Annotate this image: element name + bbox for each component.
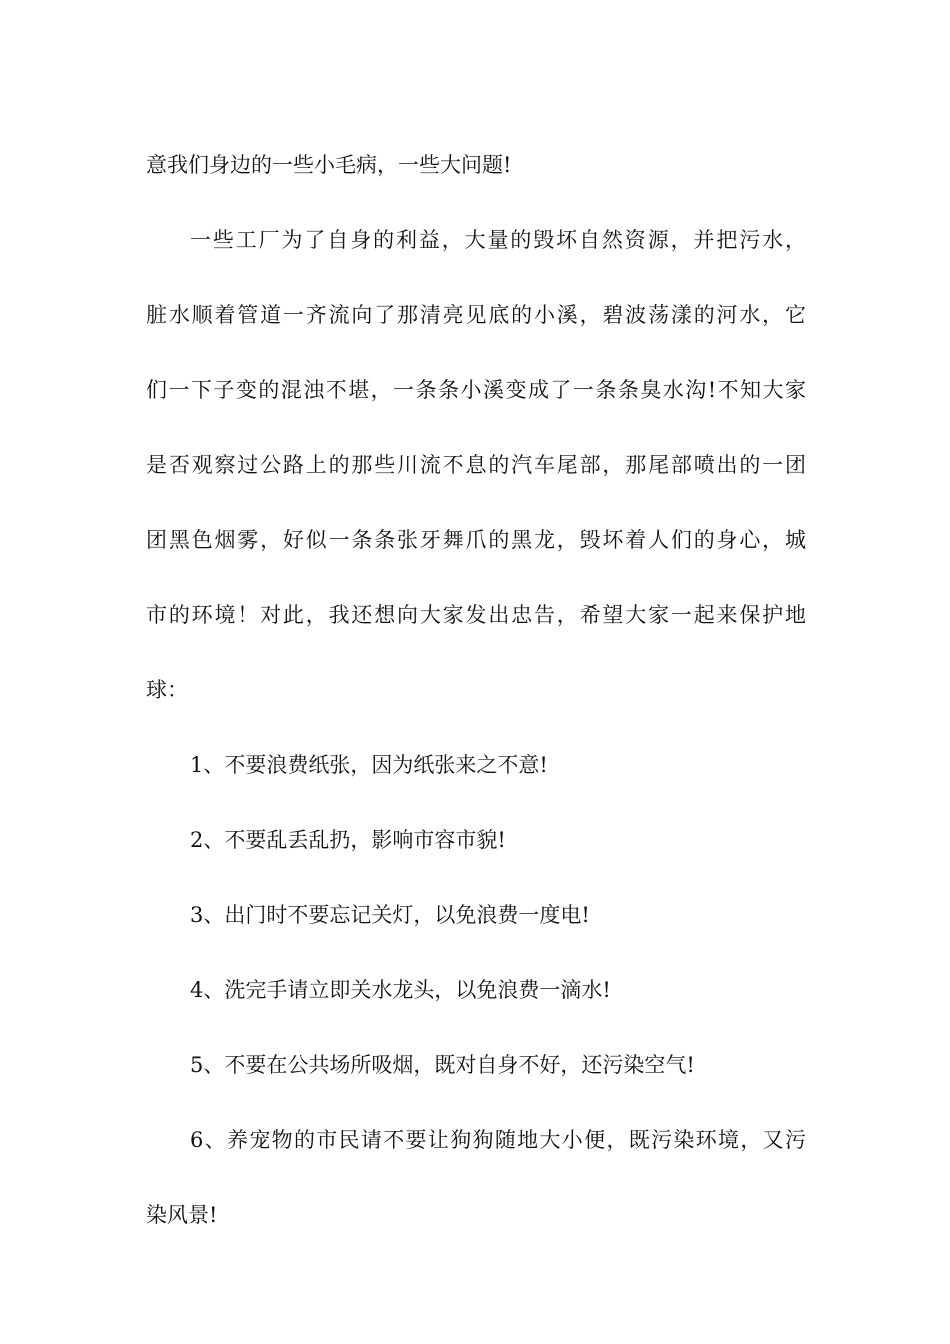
list-item: 5、不要在公共场所吸烟，既对自身不好，还污染空气! — [190, 1053, 695, 1077]
list-item: 1、不要浪费纸张，因为纸张来之不意! — [190, 753, 548, 777]
list-item: 6、养宠物的市民请不要让狗狗随地大小便，既污染环境，又污 — [190, 1128, 806, 1152]
text-line: 是否观察过公路上的那些川流不息的汽车尾部，那尾部喷出的一团 — [146, 453, 806, 477]
text-line: 染风景! — [146, 1203, 218, 1227]
text-line: 脏水顺着管道一齐流向了那清亮见底的小溪，碧波荡漾的河水，它 — [146, 303, 806, 327]
text-line: 球： — [146, 678, 188, 702]
list-item: 2、不要乱丢乱扔，影响市容市貌! — [190, 828, 506, 852]
text-line: 意我们身边的一些小毛病，一些大问题! — [146, 153, 512, 177]
document-body — [146, 128, 806, 1253]
paragraph-first-line: 一些工厂为了自身的利益，大量的毁坏自然资源，并把污水， — [190, 228, 806, 252]
text-line: 们一下子变的混浊不堪，一条条小溪变成了一条条臭水沟!不知大家 — [146, 378, 806, 402]
text-line: 市的环境！对此，我还想向大家发出忠告，希望大家一起来保护地 — [146, 603, 806, 627]
text-line: 团黑色烟雾，好似一条条张牙舞爪的黑龙，毁坏着人们的身心，城 — [146, 528, 806, 552]
list-item: 4、洗完手请立即关水龙头，以免浪费一滴水! — [190, 978, 611, 1002]
list-item: 3、出门时不要忘记关灯，以免浪费一度电! — [190, 903, 590, 927]
